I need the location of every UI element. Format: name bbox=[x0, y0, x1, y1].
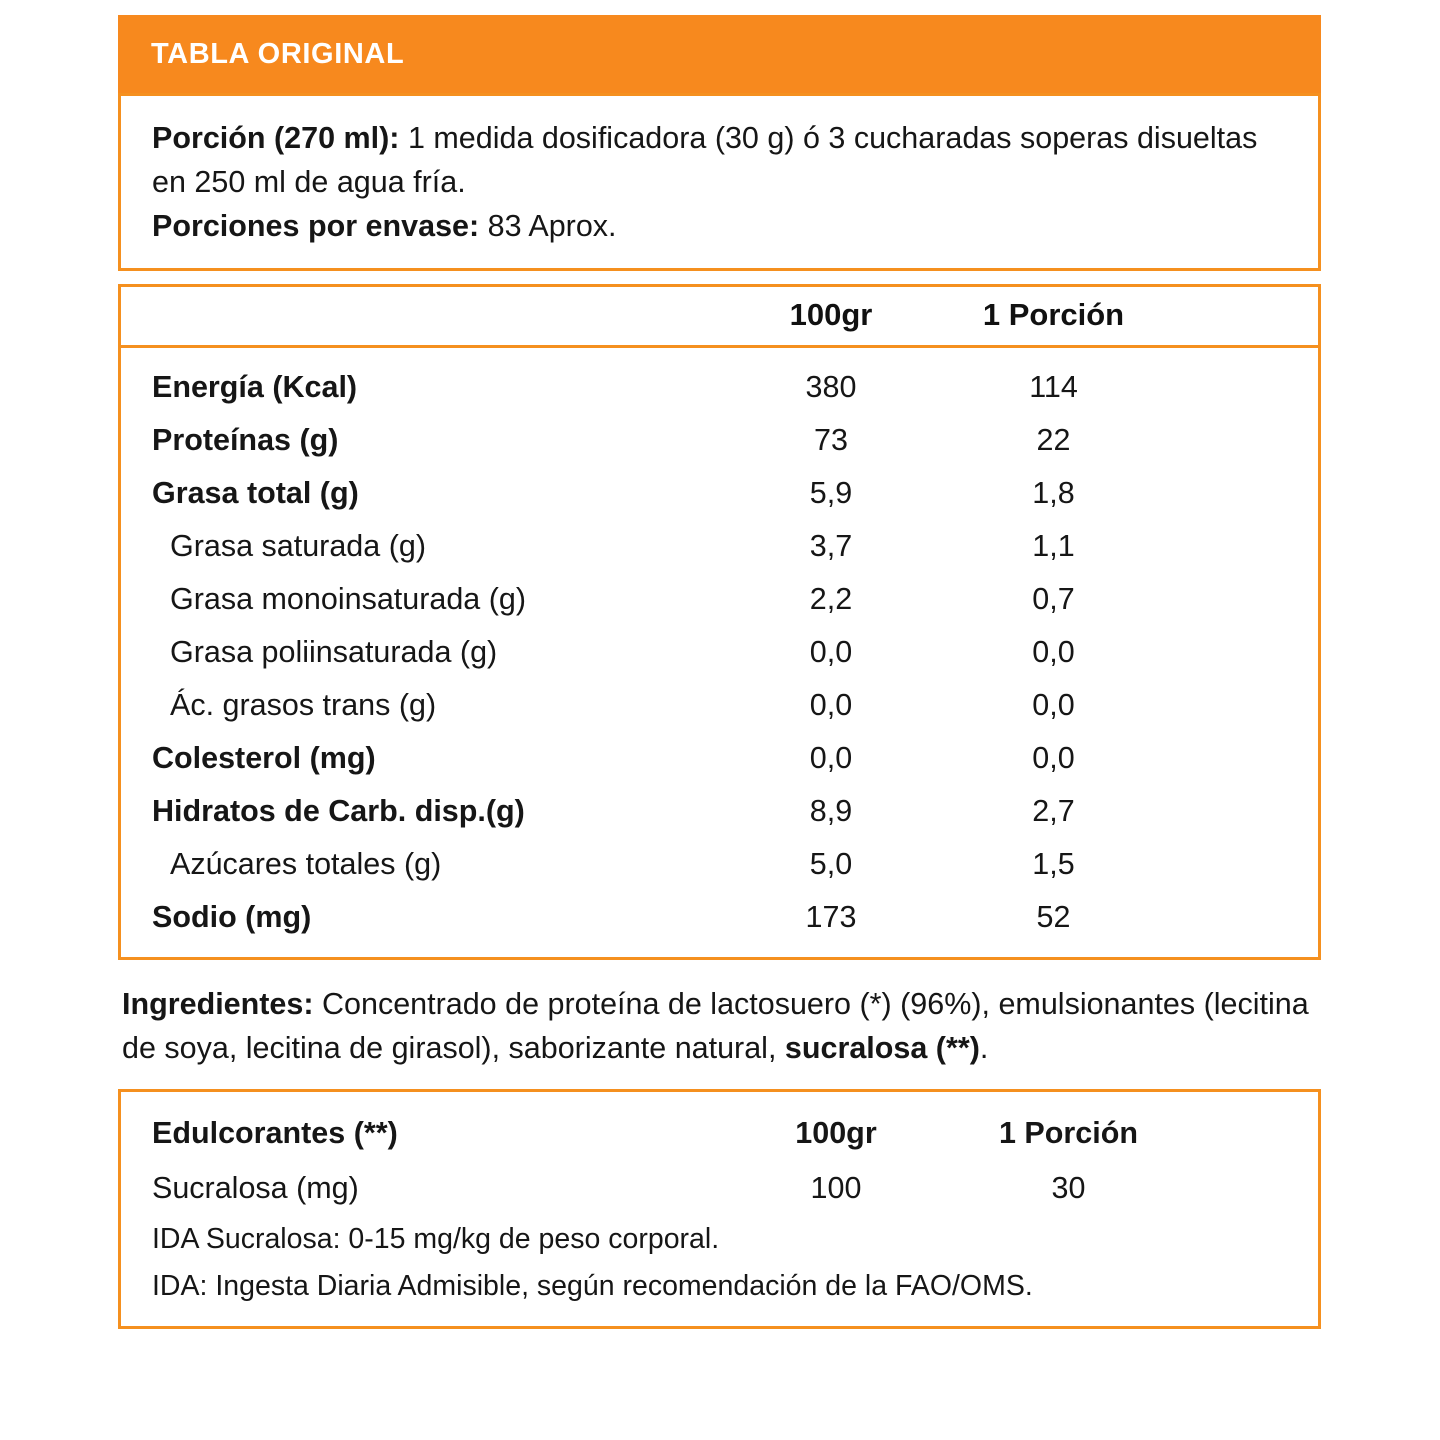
nutrient-name: Proteínas (g) bbox=[152, 423, 339, 457]
nutrition-table-head bbox=[121, 287, 1318, 347]
nutrient-value-per-100g: 0,0 bbox=[809, 741, 853, 775]
serving-info-box bbox=[118, 93, 1321, 271]
table-row bbox=[121, 732, 1318, 785]
nutrient-name: Colesterol (mg) bbox=[152, 741, 376, 775]
nutrient-name: Energía (Kcal) bbox=[152, 370, 358, 404]
row-spacer-cell bbox=[1166, 520, 1318, 573]
nutrient-name: Grasa saturada (g) bbox=[170, 529, 426, 563]
nutrition-label bbox=[118, 15, 1321, 1329]
sweetener-value-per-100g: 100 bbox=[810, 1171, 862, 1205]
table-row bbox=[121, 414, 1318, 467]
sweeteners-title: Edulcorantes (**) bbox=[152, 1116, 398, 1150]
table-row bbox=[121, 838, 1318, 891]
nutrient-value-per-portion: 0,0 bbox=[1032, 741, 1075, 775]
per-portion-column-header: 1 Porción bbox=[941, 287, 1166, 347]
ingredients-text-end: . bbox=[979, 1031, 989, 1065]
page-title: TABLA ORIGINAL bbox=[151, 37, 405, 70]
portion-value: 1 medida dosificadora (30 g) ó 3 cucharadas soperas disueltas en 250 ml de agua fría. bbox=[152, 121, 1258, 199]
nutrient-name: Grasa poliinsaturada (g) bbox=[170, 635, 498, 669]
table-row bbox=[121, 347, 1318, 415]
servings-label: Porciones por envase: bbox=[152, 209, 480, 243]
nutrient-value-per-portion: 0,0 bbox=[1032, 688, 1075, 722]
sweeteners-per-portion-header: 1 Porción bbox=[999, 1116, 1138, 1150]
nutrient-value-per-100g: 380 bbox=[805, 370, 857, 404]
nutrient-name: Sodio (mg) bbox=[152, 900, 312, 934]
ingredients-paragraph bbox=[118, 982, 1321, 1070]
table-row bbox=[121, 573, 1318, 626]
nutrient-value-per-portion: 2,7 bbox=[1032, 794, 1075, 828]
table-row bbox=[121, 467, 1318, 520]
portion-line bbox=[152, 116, 1288, 204]
nutrient-value-per-100g: 173 bbox=[805, 900, 857, 934]
ida-note-2: IDA: Ingesta Diaria Admisible, según recomendación de la FAO/OMS. bbox=[152, 1270, 1033, 1302]
row-spacer-cell bbox=[1166, 626, 1318, 679]
nutrient-name: Grasa monoinsaturada (g) bbox=[170, 582, 527, 616]
row-spacer-cell bbox=[1166, 414, 1318, 467]
nutrient-value-per-portion: 1,5 bbox=[1032, 847, 1075, 881]
nutrient-name: Grasa total (g) bbox=[152, 476, 359, 510]
nutrient-value-per-100g: 0,0 bbox=[809, 635, 853, 669]
nutrient-value-per-portion: 1,8 bbox=[1032, 476, 1075, 510]
table-row bbox=[121, 520, 1318, 573]
table-row bbox=[121, 679, 1318, 732]
row-spacer-cell bbox=[1166, 679, 1318, 732]
sweeteners-box bbox=[118, 1089, 1321, 1329]
ida-note-1: IDA Sucralosa: 0-15 mg/kg de peso corporal. bbox=[152, 1223, 720, 1255]
table-row bbox=[121, 785, 1318, 838]
nutrient-value-per-portion: 1,1 bbox=[1032, 529, 1075, 563]
sweetener-name: Sucralosa (mg) bbox=[152, 1171, 359, 1205]
nutrient-value-per-100g: 3,7 bbox=[809, 529, 853, 563]
nutrient-value-per-100g: 0,0 bbox=[809, 688, 853, 722]
nutrition-table-body bbox=[121, 347, 1318, 958]
ingredients-text: Concentrado de proteína de lactosuero (*) (96%), emulsionantes (lecitina de soya, lecitina de girasol), saborizante natural, bbox=[122, 987, 1309, 1065]
nutrient-value-per-100g: 8,9 bbox=[809, 794, 853, 828]
nutrient-value-per-portion: 52 bbox=[1036, 900, 1071, 934]
servings-value: 83 Aprox. bbox=[487, 209, 617, 243]
sweetener-spacer-cell bbox=[1186, 1161, 1318, 1216]
row-spacer-cell bbox=[1166, 838, 1318, 891]
per-100g-column-header: 100gr bbox=[721, 287, 941, 347]
nutrient-column-header bbox=[121, 287, 721, 347]
row-spacer-cell bbox=[1166, 573, 1318, 626]
servings-per-container-line bbox=[152, 204, 1288, 248]
nutrient-value-per-100g: 73 bbox=[814, 423, 848, 457]
nutrition-table bbox=[121, 287, 1318, 957]
nutrient-value-per-portion: 22 bbox=[1036, 423, 1071, 457]
row-spacer-cell bbox=[1166, 785, 1318, 838]
ingredients-bold-item: sucralosa (**) bbox=[784, 1031, 980, 1065]
sweetener-row bbox=[121, 1161, 1318, 1216]
nutrition-table-box bbox=[118, 284, 1321, 960]
row-spacer-cell bbox=[1166, 732, 1318, 785]
sweetener-value-per-portion: 30 bbox=[1051, 1171, 1086, 1205]
sweeteners-rows bbox=[121, 1161, 1318, 1216]
ingredients-label: Ingredientes: bbox=[122, 987, 314, 1021]
row-spacer-cell bbox=[1166, 891, 1318, 957]
sweeteners-table bbox=[121, 1106, 1318, 1216]
table-row bbox=[121, 891, 1318, 957]
sweeteners-per-100g-header: 100gr bbox=[795, 1116, 877, 1150]
nutrient-name: Hidratos de Carb. disp.(g) bbox=[152, 794, 525, 828]
nutrient-value-per-100g: 2,2 bbox=[809, 582, 853, 616]
nutrient-value-per-portion: 0,7 bbox=[1032, 582, 1075, 616]
sweeteners-table-body bbox=[121, 1106, 1318, 1161]
row-spacer-cell bbox=[1166, 347, 1318, 415]
nutrient-name: Ác. grasos trans (g) bbox=[170, 688, 437, 722]
nutrient-value-per-portion: 0,0 bbox=[1032, 635, 1075, 669]
sweeteners-header-row bbox=[121, 1106, 1318, 1161]
portion-label: Porción (270 ml): bbox=[152, 121, 400, 155]
sweeteners-spacer-cell bbox=[1186, 1106, 1318, 1161]
nutrient-value-per-100g: 5,0 bbox=[809, 847, 853, 881]
nutrient-value-per-100g: 5,9 bbox=[809, 476, 853, 510]
nutrient-name: Azúcares totales (g) bbox=[170, 847, 442, 881]
table-row bbox=[121, 626, 1318, 679]
spacer-column-header bbox=[1166, 287, 1318, 347]
nutrition-header-row bbox=[121, 287, 1318, 347]
row-spacer-cell bbox=[1166, 467, 1318, 520]
nutrient-value-per-portion: 114 bbox=[1029, 370, 1078, 404]
table-title-banner bbox=[118, 15, 1321, 93]
